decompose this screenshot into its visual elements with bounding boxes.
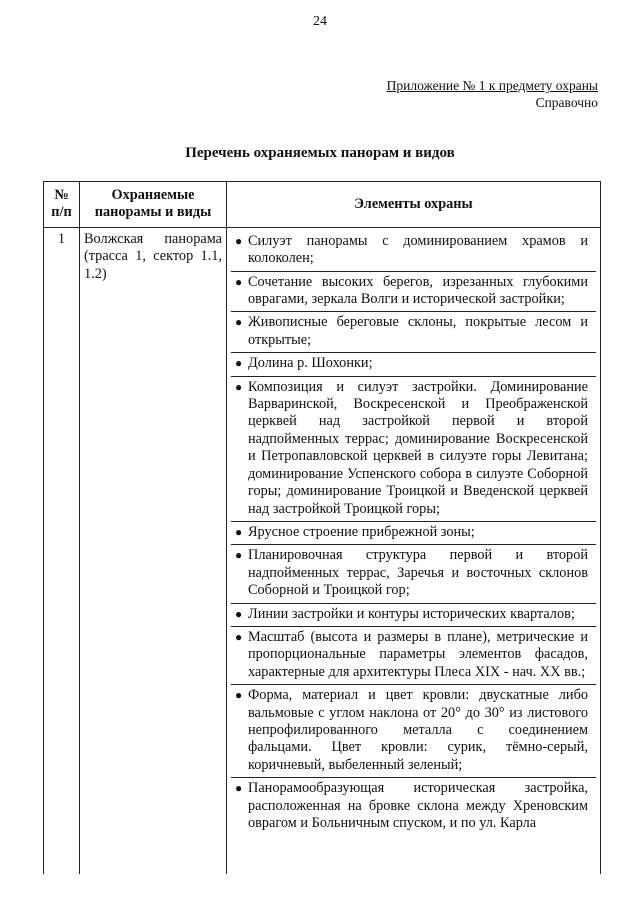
panoramas-table <box>43 181 601 874</box>
elements-cell <box>227 227 601 874</box>
element-text: Форма, материал и цвет кровли: двускатные либо вальмовые с углом наклона от 20° до 30° из листового непрофилированного металла с соединением фальцами. Цвет кровли: сурик, тёмно-серый, коричневый, выбеленный зеленый; <box>248 687 588 773</box>
bullet-icon: ● <box>235 233 243 248</box>
list-item <box>231 272 596 313</box>
list-item <box>231 604 596 627</box>
bullet-icon: ● <box>235 274 243 289</box>
element-text: Планировочная структура первой и второй надпойменных террас, Заречья и восточных склонов Соборной и Троицкой гор; <box>248 547 588 599</box>
element-text: Долина р. Шохонки; <box>248 355 373 372</box>
list-item <box>231 627 596 685</box>
list-item <box>231 778 596 835</box>
list-item <box>231 231 596 272</box>
row-number: 1 <box>44 227 80 874</box>
appendix-reference: Приложение № 1 к предмету охраны <box>386 78 598 93</box>
element-text: Сочетание высоких берегов, изрезанных глубокими оврагами, зеркала Волги и исторической застройки; <box>248 273 588 308</box>
panorama-name: Волжская панорама (трасса 1, сектор 1.1, 1.2) <box>80 227 227 874</box>
header-num: № п/п <box>44 182 80 228</box>
document-title: Перечень охраняемых панорам и видов <box>185 145 455 161</box>
appendix-status: Справочно <box>535 95 598 110</box>
table-row <box>44 227 601 874</box>
bullet-icon: ● <box>235 379 243 394</box>
appendix-note <box>387 77 598 111</box>
bullet-icon: ● <box>235 356 243 371</box>
element-text: Силуэт панорамы с доминированием храмов и колоколен; <box>248 232 588 267</box>
element-text: Масштаб (высота и размеры в плане), метрические и пропорциональные параметры элементов фасадов, характерные для архитектуры Плеса XIX - нач. XX вв.; <box>248 628 588 680</box>
element-text: Живописные береговые склоны, покрытые лесом и открытые; <box>248 314 588 348</box>
bullet-icon: ● <box>235 524 243 539</box>
bullet-icon: ● <box>235 315 243 330</box>
bullet-icon: ● <box>235 548 243 563</box>
page-number: 24 <box>313 14 327 29</box>
list-item <box>231 377 596 522</box>
header-elements: Элементы охраны <box>227 182 601 228</box>
element-text: Композиция и силуэт застройки. Доминирование Варваринской, Воскресенской и Преображенской церквей над застройкой первой и второй надпойменных террас; доминирование Воскресенской и Петропавловской церквей в силуэте горы Левитана; доминирование Успенского собора в силуэте Соборной горы; доминирование Троицкой и Введенской церквей над застройкой Троицкой горы; <box>248 378 588 517</box>
bullet-icon: ● <box>235 688 243 703</box>
list-item <box>231 353 596 376</box>
list-item <box>231 312 596 353</box>
list-item <box>231 545 596 603</box>
bullet-icon: ● <box>235 629 243 644</box>
element-text: Панорамообразующая историческая застройка, расположенная на бровке склона между Хреновским оврагом и Больничным спуском, и по ул. Карла <box>248 780 588 831</box>
list-item <box>231 685 596 778</box>
bullet-icon: ● <box>235 781 243 796</box>
table-header-row <box>44 182 601 228</box>
element-text: Ярусное строение прибрежной зоны; <box>248 523 475 540</box>
list-item <box>231 522 596 545</box>
header-panorama: Охраняемые панорамы и виды <box>80 182 227 228</box>
element-text: Линии застройки и контуры исторических кварталов; <box>248 605 575 622</box>
bullet-icon: ● <box>235 606 243 621</box>
